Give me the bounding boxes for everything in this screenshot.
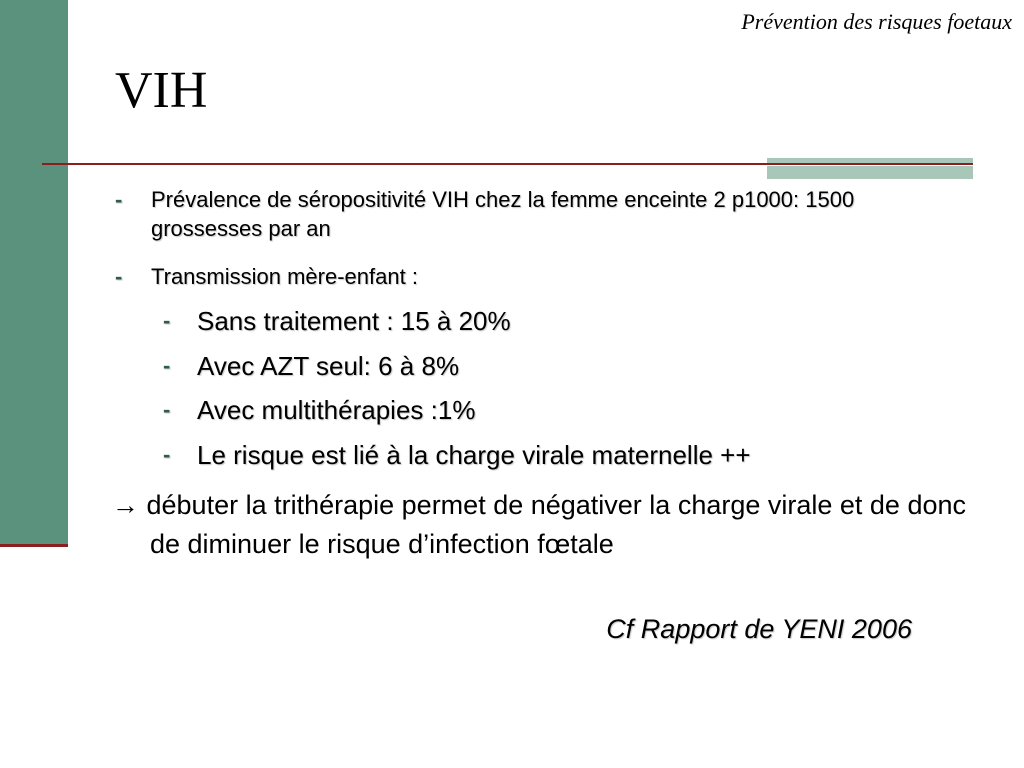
reference-citation: Cf Rapport de YENI 2006 <box>606 614 912 644</box>
bullet-prevalence <box>115 186 945 243</box>
bullet-text: Prévalence de séropositivité VIH chez la femme enceinte 2 p1000: 1500 grossesses par an <box>151 187 855 241</box>
subitem-text: Le risque est lié à la charge virale maternelle ++ <box>197 440 751 470</box>
subitem-sans-traitement <box>163 305 943 339</box>
bullet-text: Transmission mère-enfant : <box>151 264 418 289</box>
bullet-transmission <box>115 263 945 292</box>
subitem-marker: - <box>163 442 171 467</box>
bullet-marker: - <box>115 187 123 212</box>
header-note: Prévention des risques foetaux <box>741 9 1012 34</box>
conclusion-paragraph: → débuter la trithérapie permet de négativer la charge virale et de donc de diminuer le risque d’infection fœtale <box>112 490 966 560</box>
subitem-multitherapies <box>163 394 943 428</box>
bullet-marker: - <box>115 264 123 289</box>
subitem-text: Avec multithérapies :1% <box>197 395 476 425</box>
subitem-azt <box>163 350 943 384</box>
subitem-text: Avec AZT seul: 6 à 8% <box>197 351 460 381</box>
slide-title: VIH <box>115 62 208 119</box>
subitem-marker: - <box>163 353 171 378</box>
subitem-marker: - <box>163 397 171 422</box>
subitem-charge-virale <box>163 439 943 473</box>
subitem-text: Sans traitement : 15 à 20% <box>197 306 511 336</box>
subitem-marker: - <box>163 308 171 333</box>
